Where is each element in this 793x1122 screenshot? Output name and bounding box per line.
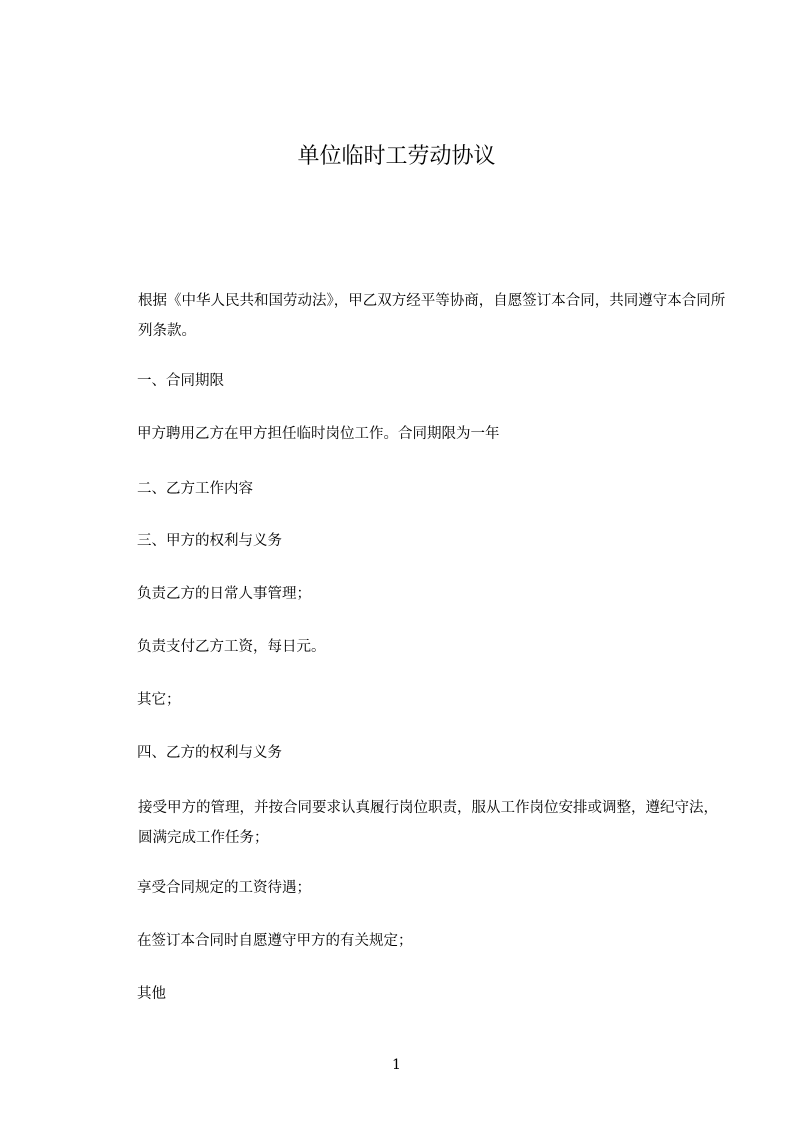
section-heading-party-a: 三、甲方的权利与义务 <box>137 533 282 549</box>
party-b-item-other: 其他 <box>137 986 166 1002</box>
page-number: 1 <box>392 1057 401 1073</box>
section-text-term: 甲方聘用乙方在甲方担任临时岗位工作。合同期限为一年 <box>137 426 500 442</box>
document-title: 单位临时工劳动协议 <box>297 144 496 169</box>
party-a-item-other: 其它； <box>137 692 181 708</box>
party-b-item-management: 接受甲方的管理，并按合同要求认真履行岗位职责，服从工作岗位安排或调整，遵纪守法，圆满完成工作任务； <box>138 800 718 846</box>
party-a-item-personnel: 负责乙方的日常人事管理； <box>137 586 311 602</box>
section-heading-party-b: 四、乙方的权利与义务 <box>137 745 282 761</box>
section-heading-work-content: 二、乙方工作内容 <box>137 481 253 497</box>
party-b-item-rules: 在签订本合同时自愿遵守甲方的有关规定； <box>137 933 413 949</box>
intro-paragraph: 根据《中华人民共和国劳动法》，甲乙双方经平等协商，自愿签订本合同，共同遵守本合同所列条款。 <box>138 293 726 339</box>
party-a-item-wages: 负责支付乙方工资，每日元。 <box>137 639 326 655</box>
party-b-item-wages: 享受合同规定的工资待遇； <box>137 880 311 896</box>
section-heading-term: 一、合同期限 <box>137 373 224 389</box>
